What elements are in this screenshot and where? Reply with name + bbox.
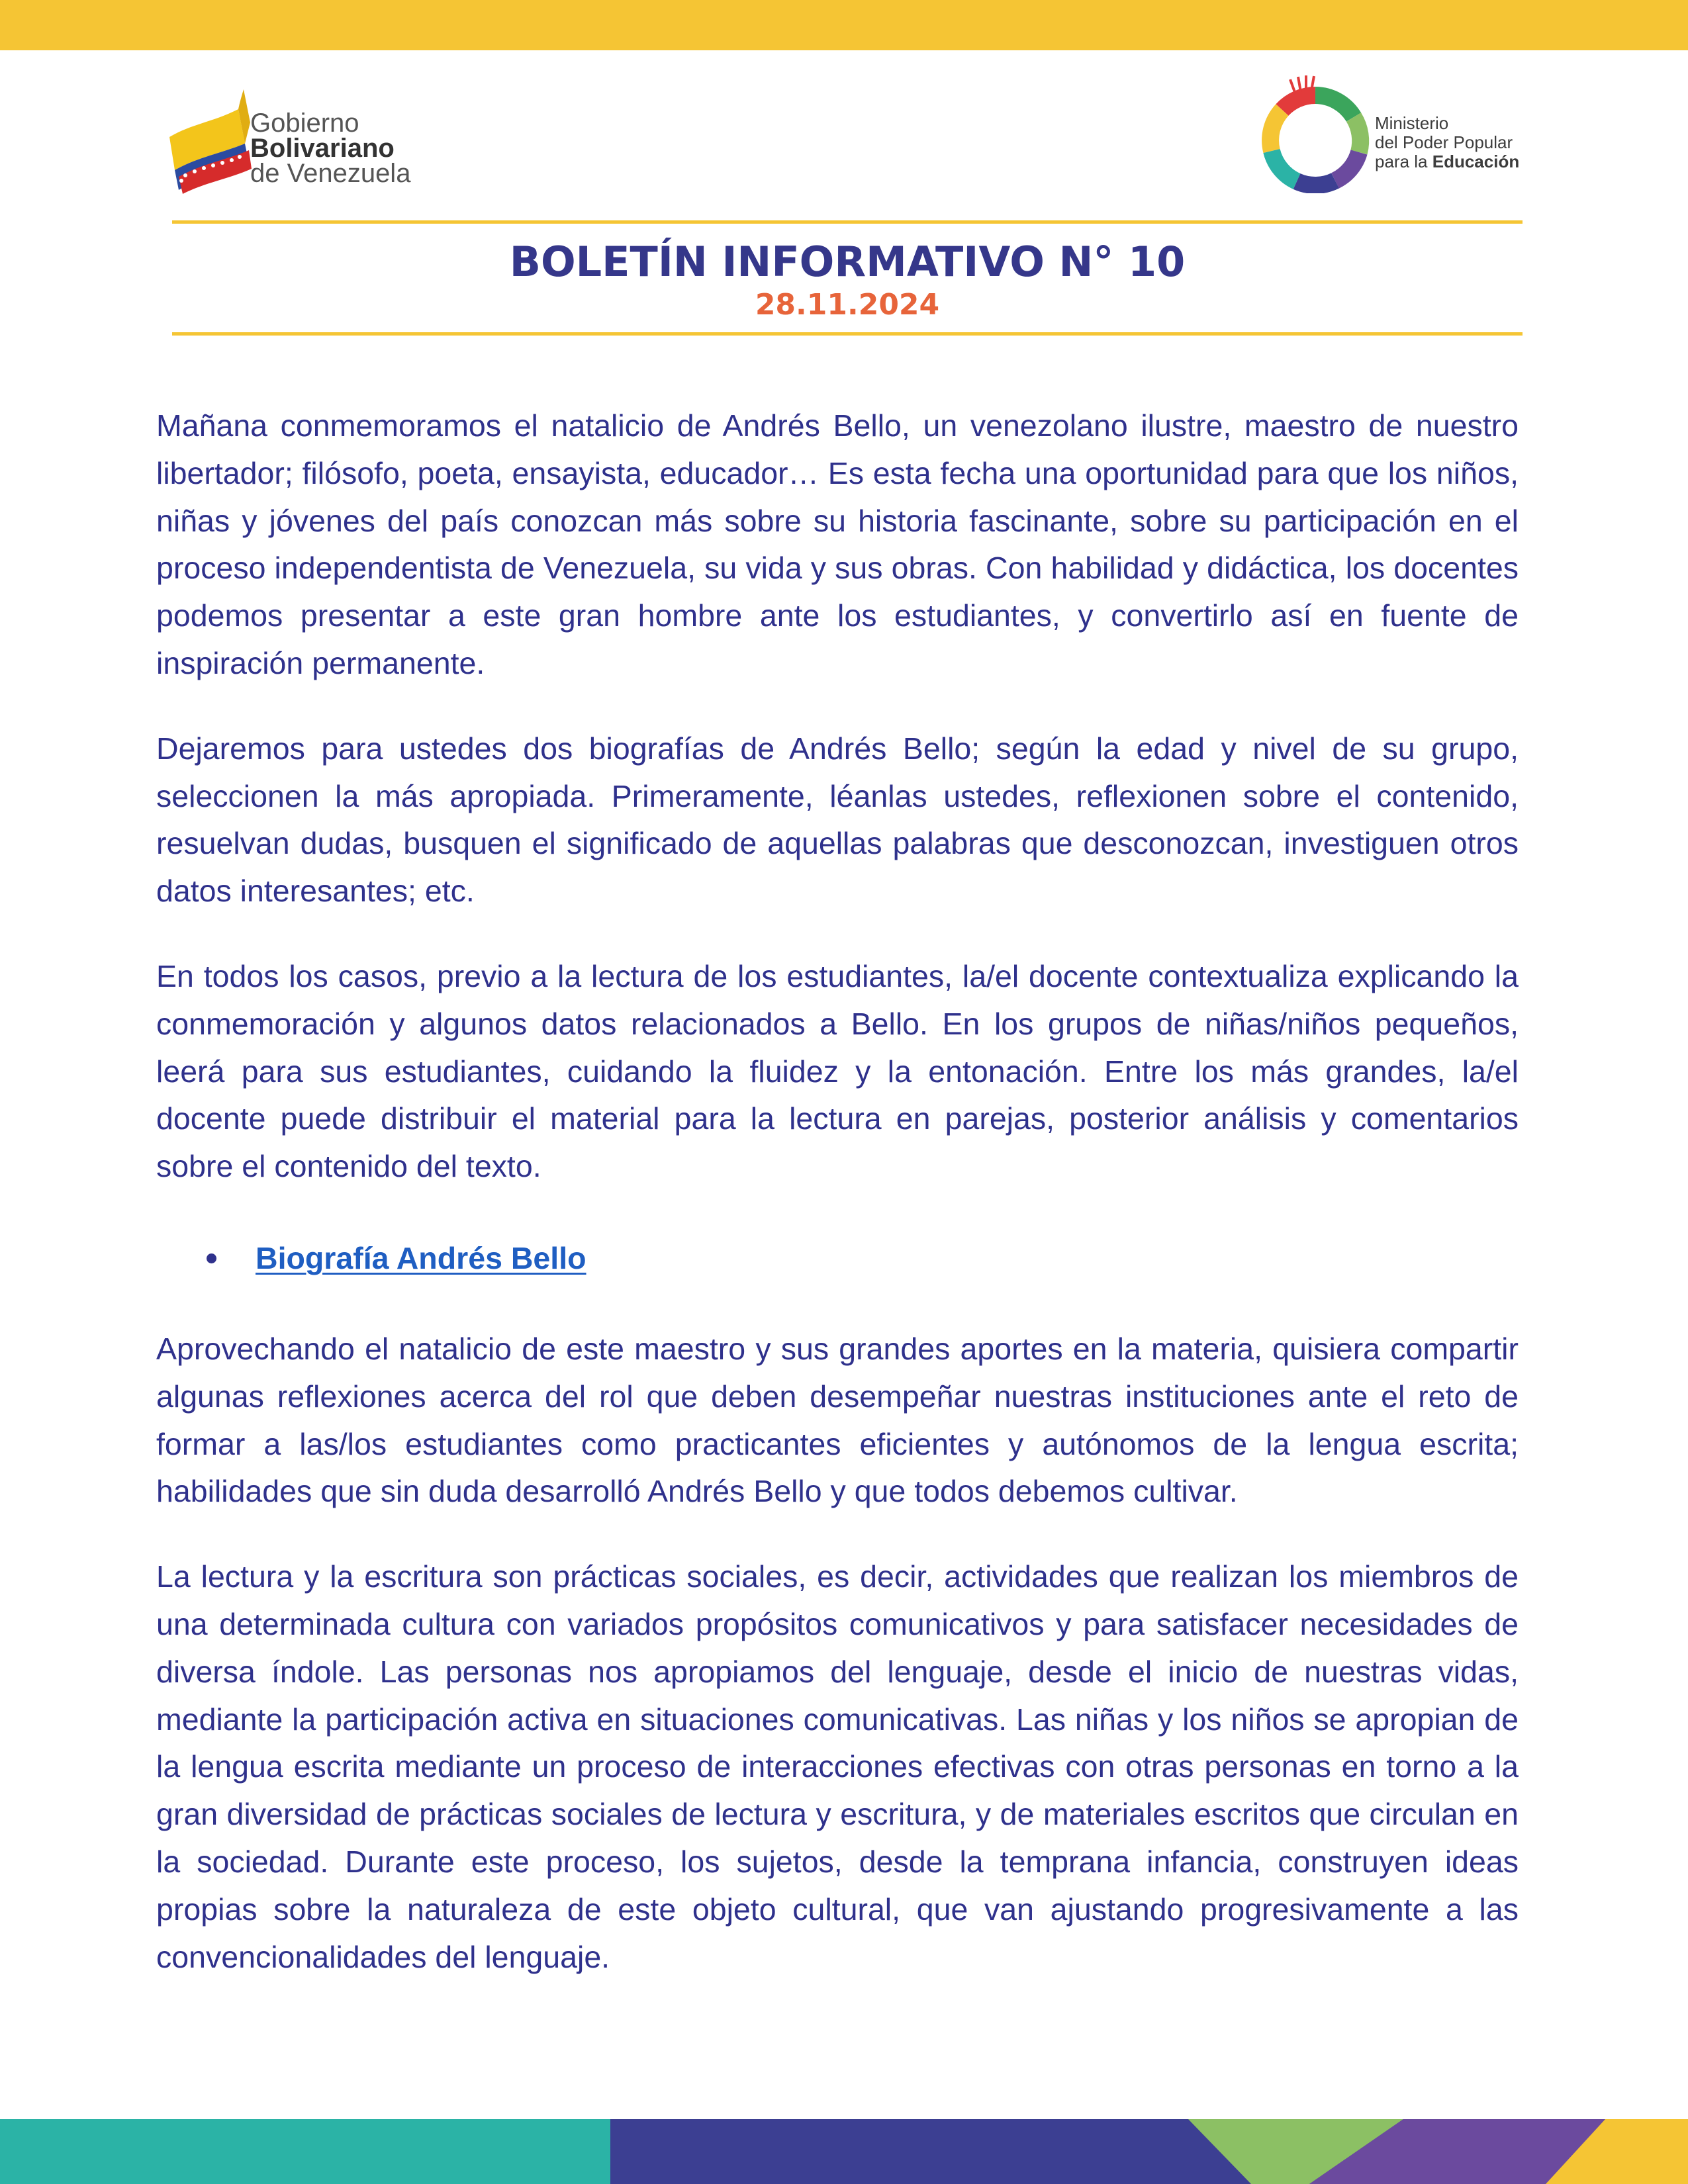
body-paragraph: Aprovechando el natalicio de este maestro y sus grandes aportes en la materia, quisiera compartir algunas reflexiones acerca del rol que deben desempeñar nuestras instituciones ante el reto de formar a las/los estudiantes como practicantes eficientes y autónomos de la lengua escrita; habilidades que sin duda desarrolló Andrés Bello y que todos debemos cultivar.: [156, 1331, 1519, 1509]
bulletin-date: 28.11.2024: [755, 288, 940, 322]
body-paragraph: En todos los casos, previo a la lectura de los estudiantes, la/el docente contextualiza explicando la conmemoración y algunos datos relacionados a Bello. En los grupos de niñas/niños pequeños, leerá para sus estudiantes, cuidando la fluidez y la entonación. Entre los más grandes, la/el docente puede distribuir el material para la lectura en parejas, posterior análisis y comentarios sobre el contenido del texto.: [156, 958, 1519, 1184]
body-paragraph: Mañana conmemoramos el natalicio de Andrés Bello, un venezolano ilustre, maestro de nuestro libertador; filósofo, poeta, ensayista, educador… Es esta fecha una oportunidad para que los niños, niñas y jóvenes del país conozcan más sobre su historia fascinante, sobre su participación en el proceso independentista de Venezuela, su vida y sus obras. Con habilidad y didáctica, los docentes podemos presentar a este gran hombre ante los estudiantes, y convertirlo así en fuente de inspiración permanente.: [156, 408, 1519, 680]
ministerio-educacion-logo: [1261, 74, 1539, 193]
ministerio-logo-line3-prefix: para la: [1375, 152, 1432, 171]
list-item: [156, 1228, 1519, 1288]
gobierno-bolivariano-logo: [165, 83, 430, 195]
bullet-icon: [207, 1253, 216, 1263]
biografia-link[interactable]: Biografía Andrés Bello: [256, 1240, 586, 1275]
header-rule-top: [172, 220, 1523, 224]
ministerio-logo-line3: [1375, 152, 1519, 171]
footer-teal-block: [0, 2119, 610, 2184]
link-list: [156, 1228, 1519, 1288]
gobierno-logo-text: [250, 111, 410, 186]
footer-color-band: [0, 2119, 1688, 2184]
gobierno-logo-line1: Gobierno: [250, 109, 359, 138]
body-paragraph: Dejaremos para ustedes dos biografías de Andrés Bello; según la edad y nivel de su grupo, seleccionen la más apropiada. Primeramente, léanlas ustedes, reflexionen sobre el contenido, resuelvan dudas, busquen el significado de aquellas palabras que desconozcan, investiguen otros datos interesantes; etc.: [156, 731, 1519, 909]
ministerio-ring-icon: [1261, 74, 1374, 193]
top-color-band: [0, 0, 1688, 50]
gobierno-logo-line3: de Venezuela: [250, 159, 411, 188]
venezuela-flag-icon: [165, 83, 258, 195]
ministerio-logo-line3-bold: Educación: [1432, 152, 1520, 171]
page-title: BOLETÍN INFORMATIVO N° 10: [509, 238, 1186, 286]
gobierno-logo-line2: Bolivariano: [250, 134, 395, 163]
header-rule-bottom: [172, 332, 1523, 336]
ministerio-logo-line1: Ministerio: [1375, 113, 1449, 133]
ministerio-logo-line2: del Poder Popular: [1375, 132, 1513, 152]
body-paragraph: La lectura y la escritura son prácticas sociales, es decir, actividades que realizan los miembros de una determinada cultura con variados propósitos comunicativos y para satisfacer necesidades de diversa índole. Las personas nos apropiamos del lenguaje, desde el inicio de nuestras vidas, mediante la participación activa en situaciones comunicativas. Las niñas y los niños se apropian de la lengua escrita mediante un proceso de interacciones efectivas con otras personas en torno a la gran diversidad de prácticas sociales de lectura y escritura, y de materiales escritos que circulan en la sociedad. Durante este proceso, los sujetos, desde la temprana infancia, construyen ideas propias sobre la naturaleza de este objeto cultural, que van ajustando progresivamente a las convencionalidades del lenguaje.: [156, 1559, 1519, 1974]
ministerio-logo-text: [1375, 114, 1519, 171]
bulletin-body: [156, 402, 1519, 2019]
